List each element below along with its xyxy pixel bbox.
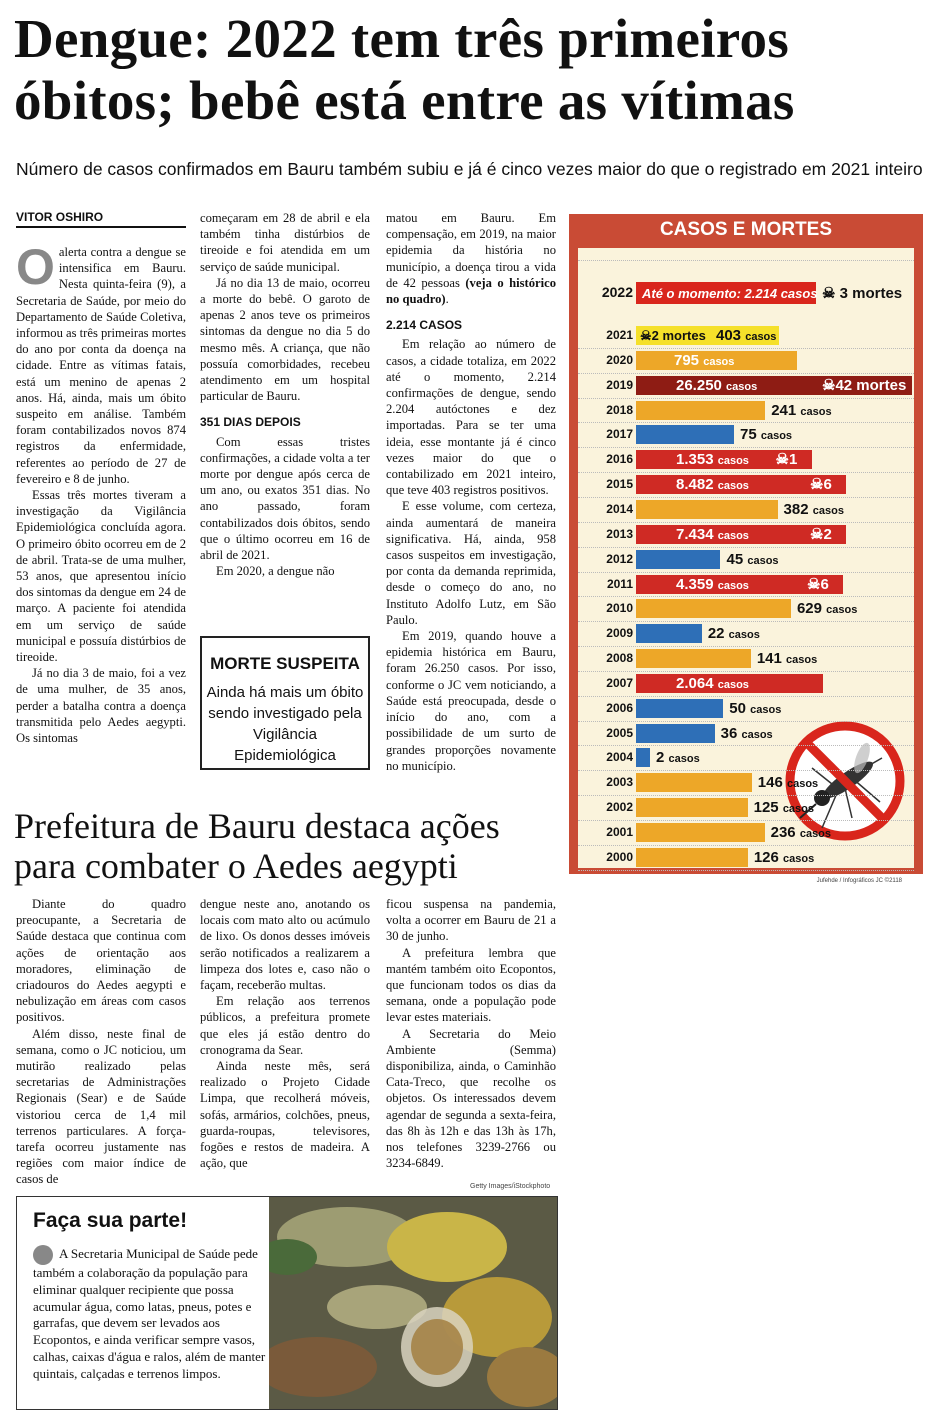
paragraph-text: matou em Bauru. Em compensação, em 2019, na maior epidemia da história no município, a doença tirou a vida de 42 pessoas [386,211,556,290]
paragraph: começaram em 28 de abril e ela também tinha distúrbios de tireoide e foi atendida em um serviço de saúde municipal. [200,211,370,274]
photo-credit: Getty Images/iStockphoto [470,1183,551,1190]
headline [14,8,929,132]
bar-2010 [636,599,791,618]
paragraph: Além disso, neste final de semana, como o JC noticiou, um mutirão realizado pelas secretarias de Administrações Regionais (Sear) e de Saúde vistoriou cerca de 1,4 mil terrenos particulares. A força-tarefa ocorreu justamente nas regiões com maior índice de casos de [16,1026,186,1187]
year-label: 2005 [606,725,633,740]
do-your-part-box [16,1196,558,1410]
box-body-text: A Secretaria Municipal de Saúde pede também a colaboração da população para eliminar qualquer recipiente que possa acumular água, como latas, pneus, potes e garrafas, que devem ser levados aos Ecopontos, e ainda verificar sempre vasos, calhas, caixas d'água e ralos, além de manter quintais, calçadas e terrenos limpos. [33,1245,266,1381]
grid-line [578,348,914,349]
bar-2018 [636,401,765,420]
bar-2017 [636,425,734,444]
bar-2002 [636,798,748,817]
grid-line [578,770,914,771]
bold-reference: (veja o histórico no quadro) [386,275,556,307]
cases-deaths-infographic [569,214,923,884]
year-label: 2002 [606,800,633,815]
grid-line [578,572,914,573]
paragraph [386,210,556,307]
grid-line [578,398,914,399]
grid-line [578,547,914,548]
paragraph: dengue neste ano, anotando os locais com mato alto ou acúmulo de lixo. Os donos desses imóveis serão notificados a realizarem a limpeza dos lotes e, caso não o façam, receberão multas. [200,897,370,993]
grid-line [578,522,914,523]
paragraph: Ainda neste mês, será realizado o Projeto Cidade Limpa, que recolherá móveis, sofás, armários, colchões, pneus, guarda-roupas, televisores, fogões e restos de madeira. A ação, que [200,1059,370,1171]
section-heading: 2.214 CASOS [386,318,463,333]
cases-label: 2 casos [656,749,700,767]
paragraph: Já no dia 13 de maio, ocorreu a morte do bebê. O garoto de apenas 2 anos teve os primeiros sintomas da dengue no dia 5 do mesmo mês. A criança, que não possuía comorbidades, recebeu atendimento em um hospital particular de Bauru. [200,275,370,404]
subheadline: Número de casos confirmados em Bauru também subiu e já é cinco vezes maior do que o registrado em 2021 inteiro [16,159,923,179]
chart-area [578,248,914,884]
cases-label: 141 casos [756,650,818,668]
paragraph: A prefeitura lembra que mantém também oito Ecopontos, que funcionam todos os dias da semana, onde a população pode levar estes materiais. [386,945,556,1025]
callout-title: MORTE SUSPEITA [210,654,360,673]
grid-line [578,671,914,672]
cases-label: 22 casos [707,625,760,643]
section-heading: 351 DIAS DEPOIS [200,415,301,430]
article-column-2 [200,210,370,579]
year-label: 2014 [606,501,633,516]
cases-label: 126 casos [753,848,815,866]
article-column-1 [16,239,186,746]
paragraph: ficou suspensa na pandemia, volta a ocorrer em Bauru de 21 a 30 de junho. [386,897,556,944]
year-label-2022: 2022 [601,284,633,300]
paragraph: alerta contra a dengue se intensifica em Bauru. Nesta quinta-feira (9), a Secretaria de Saúde, por meio do Departamento de Saúde Coletiva, informou as três primeiras mortes do ano por conta da doença na cidade. Entre as vítimas fatais, está um menino de apenas 2 anos. Há, ainda, mais um óbito suspeito em análise. Também foram contabilizados novos 874 registros da enfermidade, referentes ao período de 27 de fevereiro e 8 de junho. [16,245,186,486]
year-label: 2004 [606,750,633,765]
grid-line [578,696,914,697]
cases-label: 2.064 casos [676,674,749,692]
headline-line-1: Dengue: 2022 tem três primeiros [14,8,790,69]
year-label: 2003 [606,775,633,790]
grid-line [578,260,914,261]
cases-label: 795 casos [674,351,735,369]
chart-credit: Jufehde / Infográficos JC ©2118 [816,878,902,884]
bar-2009 [636,624,702,643]
cases-label: 45 casos [726,550,779,568]
year-label: 2000 [606,849,633,864]
grid-line [578,472,914,473]
article2-column-2 [200,896,370,1171]
cases-label: 7.434 casos [676,525,749,543]
headline-line-2: óbitos; bebê está entre as vítimas [14,70,795,131]
year-label: 2013 [606,526,633,541]
grid-line [578,745,914,746]
article-column-3 [386,210,556,774]
grid-line [578,596,914,597]
year-label: 2011 [606,576,633,591]
cases-label: 1.353 casos [676,451,749,469]
year-label: 2019 [606,377,633,392]
paragraph: A Secretaria do Meio Ambiente (Semma) disponibiliza, ainda, o Caminhão Cata-Treco, que recolhe os objetos. Os interessados devem agendar de segunda a sexta-feira, das 8h às 12h e das 13h às 17h, nos telefones 3239-2766 ou 3234-6849. [386,1026,556,1171]
year-label: 2017 [606,427,633,442]
paragraph: E esse volume, com certeza, ainda aumentará de maneira significativa. Há, ainda, 958 casos suspeitos em investigação, por conta da demanda reprimida, desde o começo do ano, no Instituto Adolfo Lutz, em São Paulo. [386,499,556,627]
paragraph: Em 2020, a dengue não [216,564,335,579]
grid-line [578,870,914,871]
callout-body: Ainda há mais um óbito sendo investigado pela Vigilância Epidemiológica [206,684,364,764]
cases-label: 236 casos [770,824,832,841]
grid-line [578,447,914,448]
grid-line [578,621,914,622]
bullet-dot-icon [33,1245,53,1265]
grid-line [578,646,914,647]
year-label: 2016 [606,452,633,467]
grid-line [578,373,914,374]
deaths-label: ☠6 [807,575,829,593]
paragraph: Essas três mortes tiveram a investigação da Vigilância Epidemiológica concluída agora. O primeiro óbito ocorreu em de 2 de abril. Trata-se de uma mulher, 53 anos, que apresentou início dos sintomas da dengue em 24 de março. A paciente foi atendida em um serviço de saúde municipal e possuía distúrbios de tireoide. [16,488,186,665]
deaths-label: ☠2 [810,525,832,543]
chart-title: CASOS E MORTES [659,219,833,240]
punctuation: . [445,292,449,307]
bar-2004 [636,748,650,767]
paragraph: Em relação ao número de casos, a cidade totaliza, em 2022 até o momento, 2.214 confirmações de dengue, sendo 2.204 autóctones e dez importadas. Para se ter uma ideia, esse montante já é cinco vezes maior do que o contabilizado em 2021 inteiro, que teve 403 registros positivos. [386,337,556,498]
grid-line [578,795,914,796]
paragraph: Com essas tristes confirmações, a cidade volta a ter morte por dengue após cerca de um ano, ou exatos 351 dias. No ano passado, foram contabilizados dois óbitos, sendo que o último ocorreu em 16 de abril de 2021. [200,434,370,563]
cases-label: 629 casos [796,600,858,618]
bar-2014 [636,500,778,519]
secondary-headline-line-1: Prefeitura de Bauru destaca ações [14,806,500,846]
cases-label: 26.250 casos [676,376,758,394]
cases-label: 8.482 casos [676,476,749,494]
year-label: 2015 [606,477,633,492]
cases-label: 382 casos [783,500,844,518]
deaths-label: ☠6 [810,476,832,494]
deaths-label: ☠1 [775,451,798,469]
bar-2003 [636,773,752,792]
cases-label: 146 casos [757,774,819,792]
secondary-headline [14,806,559,886]
year-label: 2001 [606,825,633,839]
year-label: 2020 [606,352,633,367]
paragraph: Já no dia 3 de maio, foi a vez de uma mulher, de 35 anos, perder a batalha contra a doença transmitida pelo Aedes aegypti. Os sintomas [16,666,186,746]
callout-box [200,636,370,770]
cases-label: 403 casos [716,327,777,344]
cases-label: 50 casos [729,699,782,717]
paragraph: Em relação aos terrenos públicos, a prefeitura promete que eles já estão dentro do cronograma da Sear. [200,994,370,1057]
bar-2008 [636,649,751,668]
bar-2006 [636,699,723,718]
current-cases-label: Até o momento: 2.214 casos [642,286,818,301]
paragraph: Diante do quadro preocupante, a Secretaria de Saúde destaca que continua com ações de orientação aos moradores, eliminação de criadouros do Aedes aegypti e nebulização em áreas com casos positivos. [16,897,186,1025]
article2-column-1 [16,896,186,1188]
paragraph: Em 2019, quando houve a epidemia histórica em Bauru, foram 26.250 casos. Por isso, conforme o JC vem noticiando, a Saúde está preocupada, desde o início do ano, com a possibilidade de um surto de grandes proporções novamente no município. [386,629,556,773]
byline: VITOR OSHIRO [16,210,186,228]
year-label: 2018 [606,402,633,417]
current-deaths-label: ☠ 3 mortes [822,285,903,302]
grid-line [578,422,914,423]
grid-line [578,721,914,722]
cases-label: 75 casos [740,426,793,444]
year-label: 2008 [606,651,633,666]
dropcap: O [16,239,55,295]
bar-2000 [636,848,748,867]
grid-line [578,497,914,498]
bar-2001 [636,823,765,842]
year-label: 2021 [606,328,633,342]
cases-label: 241 casos [771,401,832,419]
grid-line [578,845,914,846]
box-text-panel [17,1197,269,1409]
year-label: 2009 [606,626,633,641]
cases-label: 4.359 casos [676,575,749,593]
cases-label: 125 casos [753,799,815,817]
article2-column-3 [386,896,556,1171]
secondary-headline-line-2: para combater o Aedes aegypti [14,846,458,886]
deaths-label: ☠42 mortes [822,376,907,394]
box-title: Faça sua parte! [33,1209,188,1232]
bar-2012 [636,550,720,569]
year-label: 2007 [606,675,633,690]
year-label: 2006 [606,700,633,715]
box-body [33,1245,269,1383]
bar-2005 [636,724,715,743]
grid-line [578,820,914,821]
cases-label: 36 casos [720,724,773,742]
deaths-label: ☠2 mortes [640,328,706,343]
year-label: 2012 [606,551,633,566]
year-label: 2010 [606,601,633,616]
